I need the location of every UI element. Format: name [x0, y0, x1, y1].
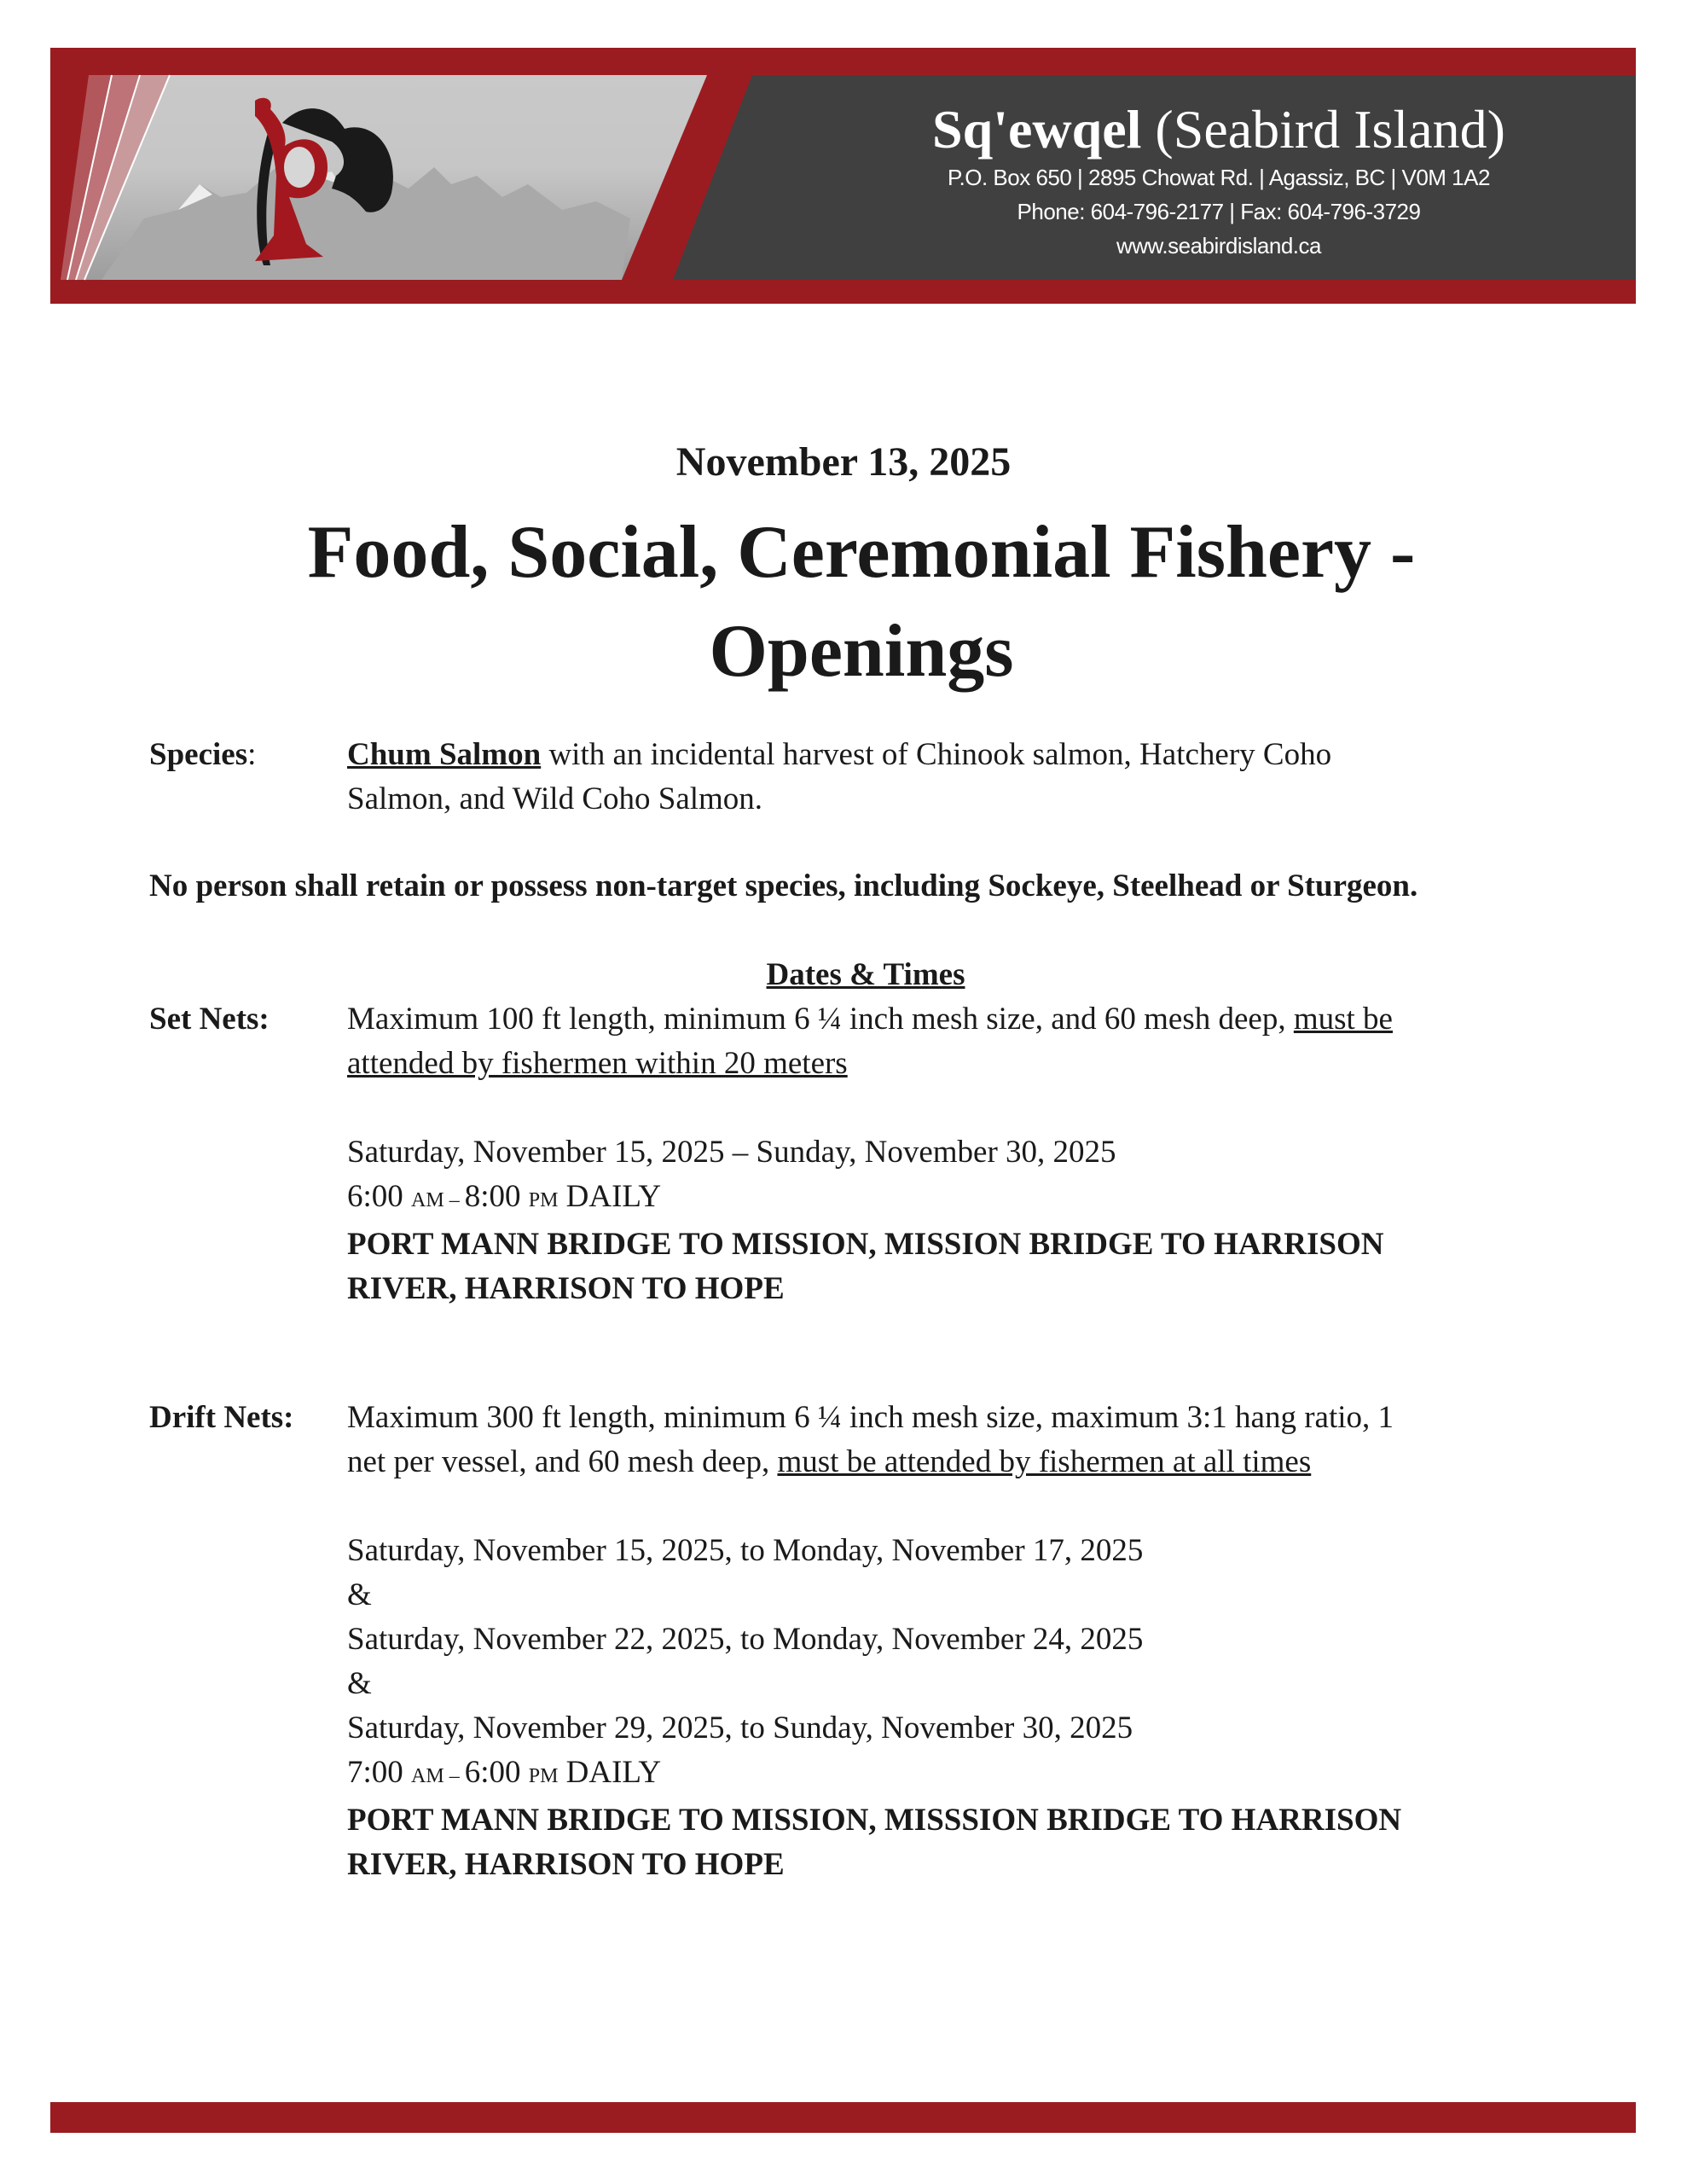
- organization-contact-block: [869, 99, 1568, 263]
- letterhead-banner: [50, 48, 1636, 304]
- set-nets-label: Set Nets:: [149, 1002, 270, 1037]
- set-nets-area: PORT MANN BRIDGE TO MISSION, MISSION BRIDGE TO HARRISON: [347, 1227, 1384, 1262]
- footer-bar: [50, 2102, 1636, 2133]
- drift-nets-section: Maximum 300 ft length, minimum 6 ¼ inch mesh size, maximum 3:1 hang ratio, 1 net per vessel, and 60 mesh deep, must be attended by fishermen at all times Saturday, November 15, 2025, to Monday, November 17, 2025 & Saturday, November 22, 2025, to Monday, November 24, 2025 & Saturday, November 29, 2025, to Sunday, November 30, 2025 7:00 AM – 6:00 PM DAILY PORT MANN BRIDGE TO MISSION, MISSSION BRIDGE TO HARRISON RIVER, HARRISON TO HOPE: [347, 1396, 1592, 1887]
- set-nets-description: Maximum 100 ft length, minimum 6 ¼ inch mesh size, and 60 mesh deep, must be: [347, 1002, 1393, 1037]
- period-separator: &: [347, 1666, 372, 1701]
- target-species: Chum Salmon: [347, 737, 542, 772]
- species-label: Species:: [149, 737, 257, 772]
- set-nets-dates: Saturday, November 15, 2025 – Sunday, November 30, 2025: [347, 1135, 1116, 1170]
- drift-nets-period: Saturday, November 29, 2025, to Sunday, November 30, 2025: [347, 1711, 1133, 1745]
- drift-nets-hours: 7:00 AM – 6:00 PM DAILY: [347, 1755, 662, 1790]
- drift-nets-label: Drift Nets:: [149, 1400, 294, 1435]
- organization-address: P.O. Box 650 | 2895 Chowat Rd. | Agassiz, BC | V0M 1A2: [948, 165, 1490, 190]
- species-description: Chum Salmon with an incidental harvest of Chinook salmon, Hatchery Coho Salmon, and Wild Coho Salmon.: [347, 737, 1332, 816]
- organization-phone-fax: Phone: 604-796-2177 | Fax: 604-796-3729: [1017, 199, 1421, 224]
- drift-nets-description: Maximum 300 ft length, minimum 6 ¼ inch mesh size, maximum 3:1 hang ratio, 1: [347, 1400, 1394, 1435]
- drift-nets-period: Saturday, November 22, 2025, to Monday, November 24, 2025: [347, 1622, 1144, 1657]
- period-separator: &: [347, 1577, 372, 1612]
- notice-date: November 13, 2025: [675, 439, 1012, 485]
- dates-times-heading: Dates & Times: [766, 957, 965, 992]
- set-nets-hours: 6:00 AM – 8:00 PM DAILY: [347, 1179, 662, 1214]
- organization-website: www.seabirdisland.ca: [1116, 233, 1321, 258]
- drift-nets-area: PORT MANN BRIDGE TO MISSION, MISSSION BRIDGE TO HARRISON: [347, 1803, 1402, 1838]
- organization-name: Sq'ewqel (Seabird Island): [932, 99, 1505, 160]
- drift-nets-period: Saturday, November 15, 2025, to Monday, November 17, 2025: [347, 1533, 1144, 1568]
- set-nets-section: Maximum 100 ft length, minimum 6 ¼ inch mesh size, and 60 mesh deep, must be attended by fishermen within 20 meters Saturday, November 15, 2025 – Sunday, November 30, 2025 6:00 AM – 8:00 PM DAILY PORT MANN BRIDGE TO MISSION, MISSION BRIDGE TO HARRISON RIVER, HARRISON TO HOPE: [347, 997, 1592, 1311]
- non-target-species-notice: No person shall retain or possess non-target species, including Sockeye, Steelhead or Sturgeon.: [149, 868, 1418, 903]
- notice-title: Food, Social, Ceremonial Fishery - Openings: [307, 511, 1416, 693]
